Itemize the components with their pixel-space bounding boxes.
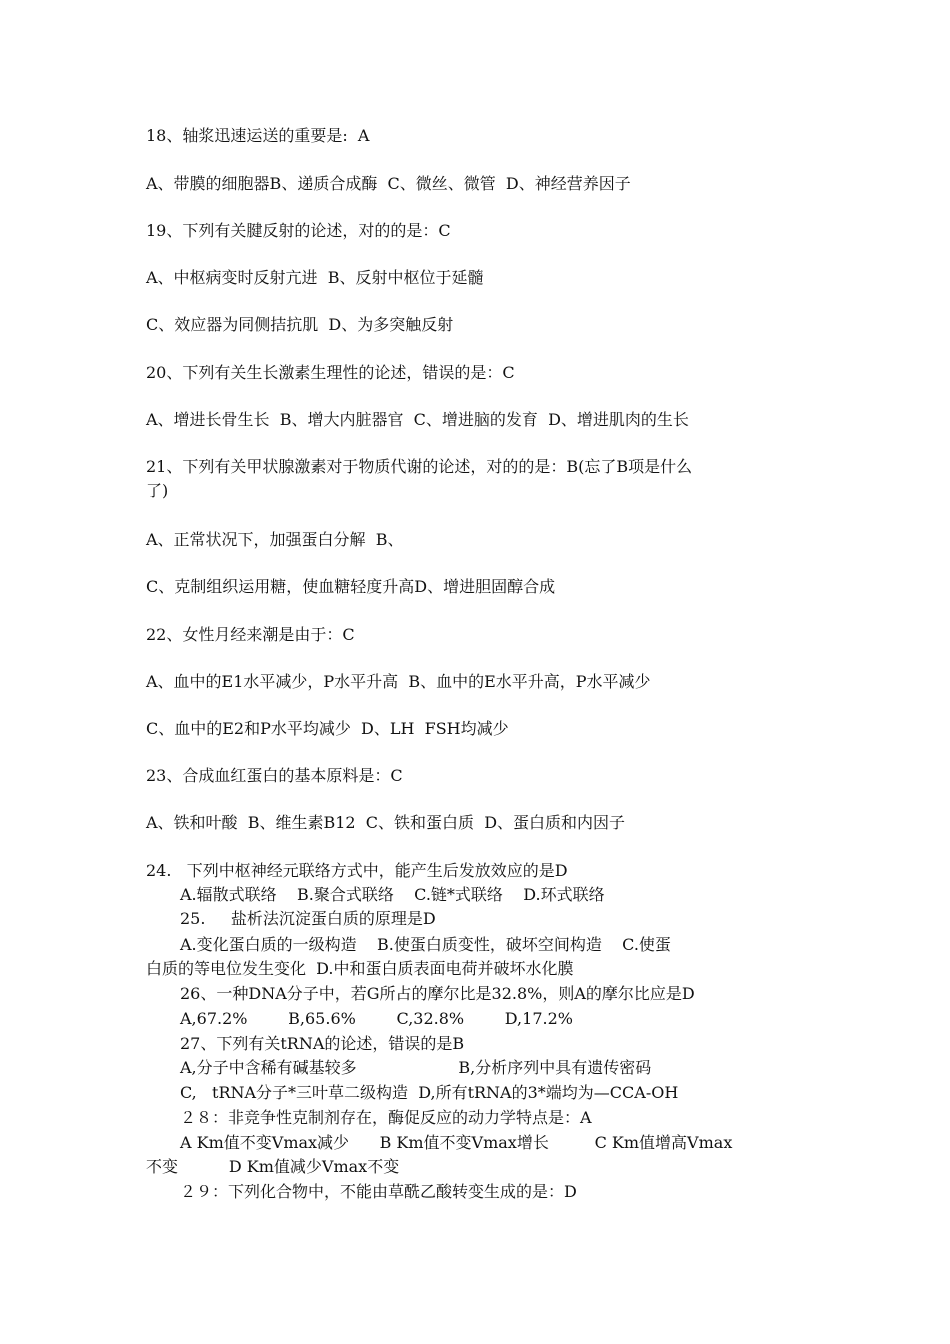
question-25-options: A.变化蛋白质的一级构造 B.使蛋白质变性，破坏空间构造 C.使蛋 xyxy=(180,935,671,954)
question-21: 21、下列有关甲状腺激素对于物质代谢的论述，对的的是：B(忘了B项是什么 xyxy=(146,457,693,476)
question-27-options-cd: C, tRNA分子*三叶草二级构造 D,所有tRNA的3*端均为—CCA-OH xyxy=(180,1083,679,1102)
question-22: 22、女性月经来潮是由于：C xyxy=(146,625,355,644)
question-19: 19、下列有关腱反射的论述，对的的是：C xyxy=(146,221,451,240)
question-25-options-cont: 白质的等电位发生变化 D.中和蛋白质表面电荷并破坏水化膜 xyxy=(146,959,574,978)
question-24-options: A.辐散式联络 B.聚合式联络 C.链*式联络 D.环式联络 xyxy=(180,885,605,904)
question-18-options: A、带膜的细胞器B、递质合成酶 C、微丝、微管 D、神经营养因子 xyxy=(146,174,631,193)
question-28-options: A Km值不变Vmax减少 B Km值不变Vmax增长 C Km值增高Vmax xyxy=(180,1133,733,1152)
question-23: 23、合成血红蛋白的基本原料是：C xyxy=(146,766,403,785)
question-27: 27、下列有关tRNA的论述，错误的是B xyxy=(180,1034,465,1053)
question-22-options-cd: C、血中的E2和P水平均减少 D、LH FSH均减少 xyxy=(146,719,509,738)
question-24: 24. 下列中枢神经元联络方式中，能产生后发放效应的是D xyxy=(146,861,568,880)
question-26: 26、一种DNA分子中，若G所占的摩尔比是32.8%，则A的摩尔比应是D xyxy=(180,984,695,1003)
question-21-cont: 了) xyxy=(146,481,169,500)
question-18: 18、轴浆迅速运送的重要是: A xyxy=(146,126,370,145)
question-27-options-ab: A,分子中含稀有碱基较多 B,分析序列中具有遗传密码 xyxy=(180,1058,652,1077)
question-22-options-ab: A、血中的E1水平减少，P水平升高 B、血中的E水平升高，P水平减少 xyxy=(146,672,651,691)
question-26-options: A,67.2% B,65.6% C,32.8% D,17.2% xyxy=(180,1009,573,1028)
question-29: ２９：下列化合物中，不能由草酰乙酸转变生成的是：D xyxy=(180,1182,577,1201)
question-28-options-cont: 不变 D Km值减少Vmax不变 xyxy=(146,1157,400,1176)
question-21-options-ab: A、正常状况下，加强蛋白分解 B、 xyxy=(146,530,404,549)
question-20-options: A、增进长骨生长 B、增大内脏器官 C、增进脑的发育 D、增进肌肉的生长 xyxy=(146,410,689,429)
question-19-options-cd: C、效应器为同侧拮抗肌 D、为多突触反射 xyxy=(146,315,454,334)
question-21-options-cd: C、克制组织运用糖，使血糖轻度升高D、增进胆固醇合成 xyxy=(146,577,556,596)
question-23-options: A、铁和叶酸 B、维生素B12 C、铁和蛋白质 D、蛋白质和内因子 xyxy=(146,813,626,832)
question-25: 25. 盐析法沉淀蛋白质的原理是D xyxy=(180,909,436,928)
question-20: 20、下列有关生长激素生理性的论述，错误的是：C xyxy=(146,363,515,382)
question-19-options-ab: A、中枢病变时反射亢进 B、反射中枢位于延髓 xyxy=(146,268,484,287)
question-28: ２８：非竞争性克制剂存在，酶促反应的动力学特点是：A xyxy=(180,1108,592,1127)
